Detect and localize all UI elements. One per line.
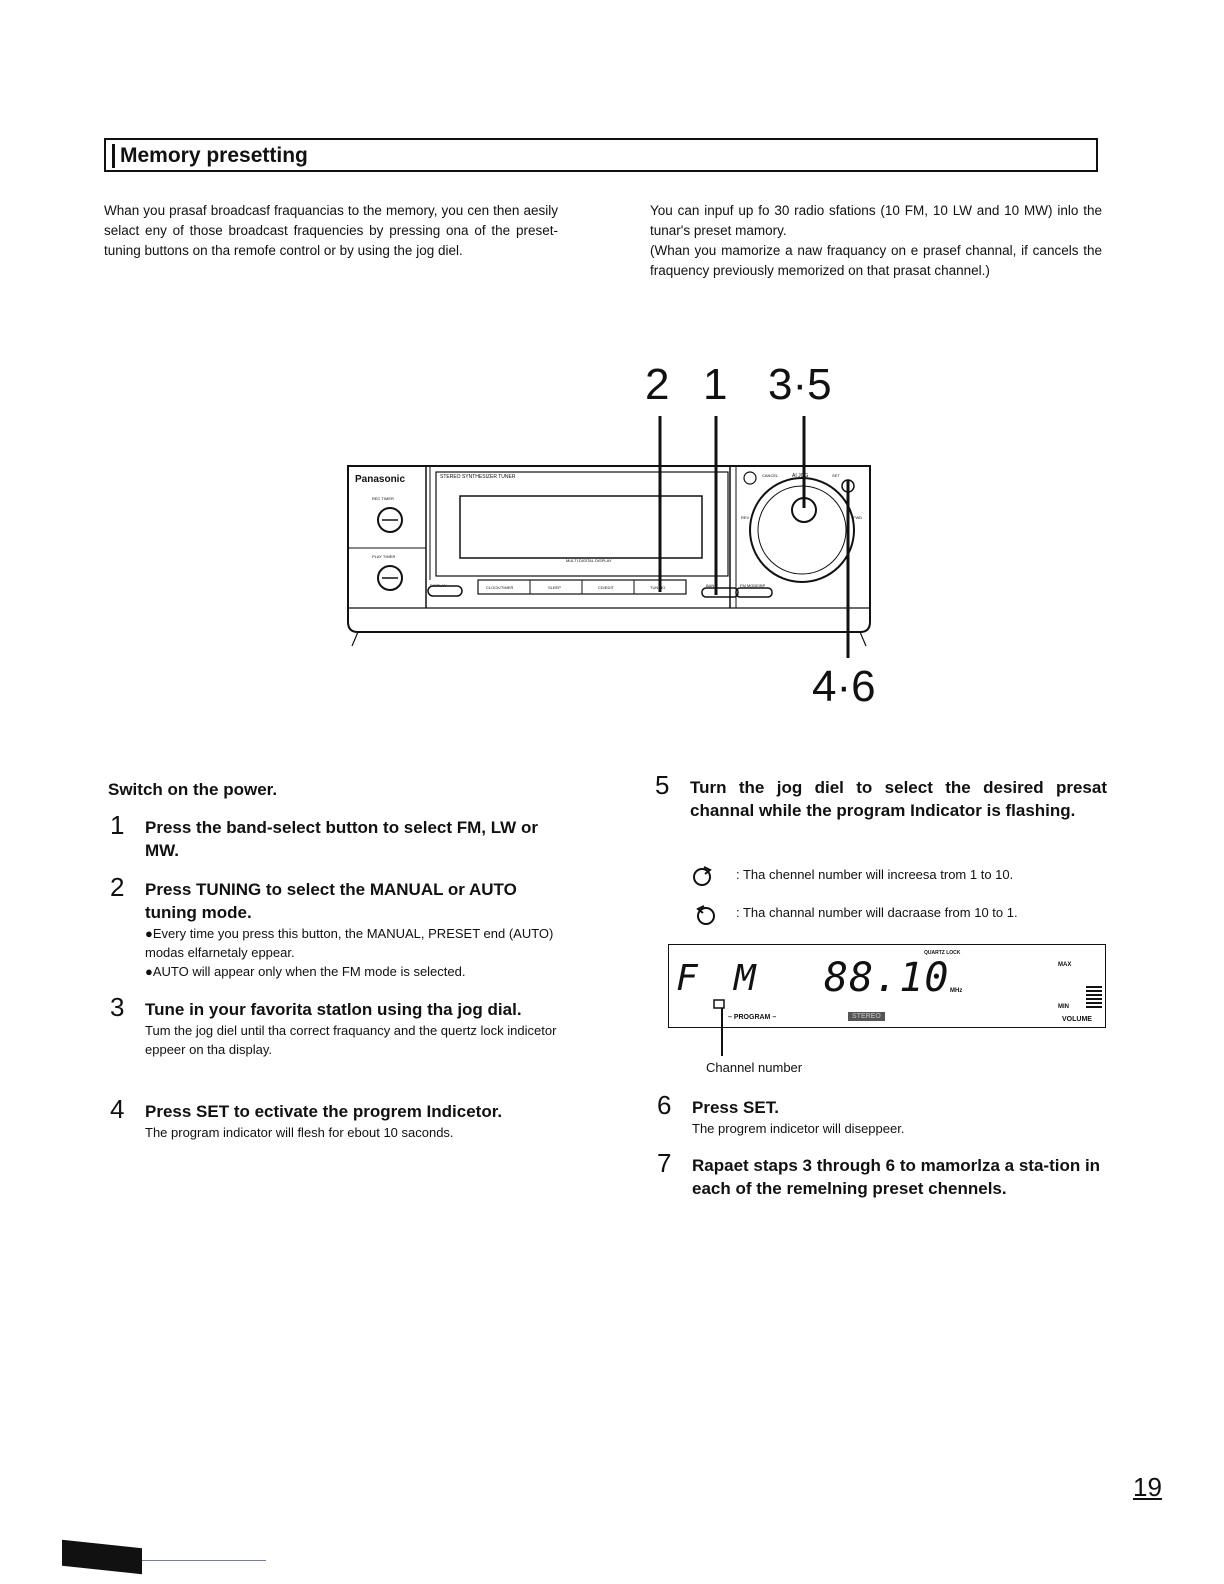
step-7-head: Rapaet staps 3 through 6 to mamorlza a sta-tion in each of the remelning preset chennels. (692, 1156, 1101, 1198)
device-btn-cdedit: CD/EDIT (598, 585, 614, 590)
callout-1: 1 (703, 360, 728, 409)
step-2-body-1: ●Every time you press this button, the MANUAL, PRESET end (AUTO) modas elfarnetaly eppear. (145, 926, 554, 960)
lcd-band-m: M (734, 958, 756, 999)
channel-number-label: Channel number (706, 1060, 803, 1075)
step-3 (110, 992, 570, 1059)
step-3-head: Tune in your favorita statlon using tha jog dial. (145, 1000, 522, 1019)
step-1 (110, 810, 570, 862)
channel-number-pointer (710, 998, 730, 1058)
lcd-volume: VOLUME (1062, 1016, 1092, 1023)
step-5-head: Turn the jog diel to select the desired presat channal while the program Indicator is flashing. (690, 778, 1107, 820)
step-2-head: Press TUNING to select the MANUAL or AUTO tuning mode. (145, 880, 517, 922)
device-btn-fm-mode: FM MODE/BP (740, 583, 766, 588)
jog-clockwise-icon (690, 864, 714, 888)
callout-3-5: 3·5 (768, 360, 832, 409)
lcd-band-f: F (676, 958, 700, 999)
cancel-button (744, 472, 756, 484)
device-model: STEREO SYNTHESIZER TUNER (440, 474, 516, 480)
step-4 (110, 1094, 570, 1142)
step-2-body-2: ●AUTO will appear only when the FM mode is selected. (145, 964, 466, 979)
callout-4-6: 4·6 (812, 662, 876, 711)
jog-cw-note: : Tha chennel number will increesa trom 1 to 10. (736, 867, 1014, 882)
step-1-num: 1 (110, 810, 125, 840)
section-title: Memory presetting (120, 144, 308, 167)
callout-2: 2 (645, 360, 670, 409)
step-1-head: Press the band-select button to select FM, LW or MW. (145, 818, 538, 860)
intro-step: Switch on the power. (108, 780, 278, 799)
device-multi-display: MULTI DIGITAL DISPLAY (566, 558, 612, 563)
tuner-diagram (330, 410, 890, 660)
device-jog-rev: REV (741, 515, 750, 520)
intro-right (650, 201, 1102, 281)
step-6-body: The progrem indicetor will diseppeer. (692, 1121, 905, 1136)
intro-left: Whan you prasaf broadcasf fraquancias to the memory, you cen then aesily selact eny of those broadcast fraquencies by pressing ona of the preset-tuning buttons on tha remofe control or by using the jog diel. (104, 203, 558, 258)
step-6-head: Press SET. (692, 1098, 779, 1117)
device-brand: Panasonic (355, 474, 406, 485)
step-4-body: The program indicator will flesh for ebout 10 saconds. (145, 1125, 454, 1140)
step-3-body: Tum the jog diel until tha correct fraquancy and the quertz lock indicetor eppeer on tha display. (145, 1023, 557, 1057)
jog-counterclockwise-icon (694, 903, 718, 927)
step-7-num: 7 (657, 1148, 672, 1178)
device-btn-sleep: SLEEP (548, 585, 561, 590)
lcd-program: – PROGRAM – (728, 1014, 777, 1021)
display-window (460, 496, 702, 558)
lcd-volume-bars (1086, 986, 1102, 1008)
device-btn-display: DISPLAY (430, 583, 447, 588)
page-number: 19 (1133, 1472, 1162, 1502)
step-2 (110, 872, 570, 981)
device-play-timer: PLAY TIMER (372, 554, 396, 559)
step-6-num: 6 (657, 1090, 672, 1120)
step-4-head: Press SET to ectivate the progrem Indicetor. (145, 1102, 503, 1121)
lcd-min: MIN (1058, 1004, 1069, 1010)
jog-ccw-note: : Tha channal number will dacraase from 10 to 1. (736, 905, 1018, 920)
title-bar-mark (112, 144, 115, 168)
jog-dial-outer (750, 478, 854, 582)
device-btn-clock: CLOCK/TIMER (486, 585, 514, 590)
scan-artifact (62, 1540, 142, 1574)
section-title-box (104, 138, 1098, 172)
intro-right-line2: (Whan you mamorize a naw fraquancy on e prasef channal, if cancels the fraquency previously memorized on that prasat channel.) (650, 243, 1102, 278)
step-5 (655, 770, 1107, 822)
device-rec-timer: REC TIMER (372, 496, 394, 501)
lcd-max: MAX (1058, 962, 1072, 968)
device-jog-cancel: CANCEL (762, 473, 779, 478)
step-7 (657, 1148, 1109, 1200)
lcd-quartz-lock: QUARTZ LOCK (924, 950, 961, 956)
device-btn-tuning: TUNING (650, 585, 666, 590)
device-jog-fwd: FWD (853, 515, 863, 520)
lcd-unit: MHz (950, 988, 963, 994)
scan-artifact-line (142, 1560, 266, 1561)
lcd-stereo: STEREO (848, 1012, 885, 1021)
step-6 (657, 1090, 1109, 1138)
device-btn-band: BAND (706, 583, 718, 588)
device-jog-set: SET (832, 473, 840, 478)
intro-right-line1: You can inpuf up fo 30 radio sfations (10 FM, 10 LW and 10 MW) inlo the tunar's preset mamory. (650, 203, 1102, 238)
step-3-num: 3 (110, 992, 125, 1022)
device-jog-label: AI JOG (792, 473, 809, 479)
step-4-num: 4 (110, 1094, 125, 1124)
step-5-num: 5 (655, 770, 670, 800)
lcd-frequency: 88.10 (824, 955, 950, 1001)
step-2-num: 2 (110, 872, 125, 902)
